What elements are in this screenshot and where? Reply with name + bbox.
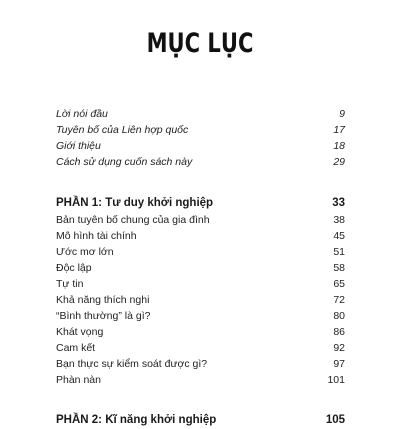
entry-page: 92	[333, 342, 345, 354]
front-matter-list	[56, 106, 345, 170]
entry-page: 18	[333, 140, 345, 152]
toc-entry[interactable]	[56, 308, 345, 324]
toc-entry[interactable]	[56, 244, 345, 260]
entry-label: Tự tin	[56, 278, 84, 290]
toc-entry[interactable]	[56, 106, 345, 122]
part-heading-label: PHẦN 1: Tư duy khởi nghiệp	[56, 197, 214, 209]
entry-page: 29	[333, 156, 345, 168]
part-heading-label: PHẦN 2: Kĩ năng khởi nghiệp	[56, 414, 217, 426]
entry-label: Mô hình tài chính	[56, 230, 137, 242]
entry-label: Giới thiệu	[56, 140, 101, 152]
entry-page: 9	[339, 108, 345, 120]
toc-entry[interactable]	[56, 276, 345, 292]
entry-page: 17	[333, 124, 345, 136]
table-of-contents	[56, 106, 345, 429]
entry-label: Bản tuyên bố chung của gia đình	[56, 214, 210, 226]
entry-label: Bạn thực sự kiểm soát được gì?	[56, 358, 208, 370]
entry-page: 45	[333, 230, 345, 242]
toc-entry[interactable]	[56, 260, 345, 276]
entry-label: Cam kết	[56, 342, 96, 354]
toc-entry[interactable]	[56, 340, 345, 356]
toc-entry[interactable]	[56, 212, 345, 228]
toc-entry[interactable]	[56, 356, 345, 372]
page-title: MỤC LỤC	[146, 28, 254, 59]
entry-label: Phàn nàn	[56, 374, 101, 386]
part-2-heading[interactable]	[56, 412, 345, 428]
part-1-chapter-list	[56, 212, 345, 388]
entry-label: “Bình thường” là gì?	[56, 310, 151, 322]
toc-entry[interactable]	[56, 292, 345, 308]
toc-entry[interactable]	[56, 122, 345, 138]
entry-label: Ước mơ lớn	[56, 246, 114, 258]
entry-label: Độc lập	[56, 262, 92, 274]
toc-entry[interactable]	[56, 138, 345, 154]
entry-page: 97	[333, 358, 345, 370]
entry-page: 72	[333, 294, 345, 306]
toc-entry[interactable]	[56, 324, 345, 340]
entry-label: Khả năng thích nghi	[56, 294, 150, 306]
entry-page: 86	[333, 326, 345, 338]
entry-page: 51	[333, 246, 345, 258]
entry-page: 65	[333, 278, 345, 290]
entry-page: 80	[333, 310, 345, 322]
entry-page: 58	[333, 262, 345, 274]
entry-page: 38	[333, 214, 345, 226]
toc-entry[interactable]	[56, 154, 345, 170]
toc-entry[interactable]	[56, 372, 345, 388]
part-heading-page: 105	[325, 414, 345, 426]
entry-page: 101	[327, 374, 345, 386]
part-heading-page: 33	[332, 197, 345, 209]
entry-label: Cách sử dụng cuốn sách này	[56, 156, 193, 168]
part-1-heading[interactable]	[56, 195, 345, 211]
entry-label: Khát vọng	[56, 326, 104, 338]
toc-entry[interactable]	[56, 228, 345, 244]
entry-label: Lời nói đầu	[56, 108, 108, 120]
entry-label: Tuyên bố của Liên hợp quốc	[56, 124, 189, 136]
